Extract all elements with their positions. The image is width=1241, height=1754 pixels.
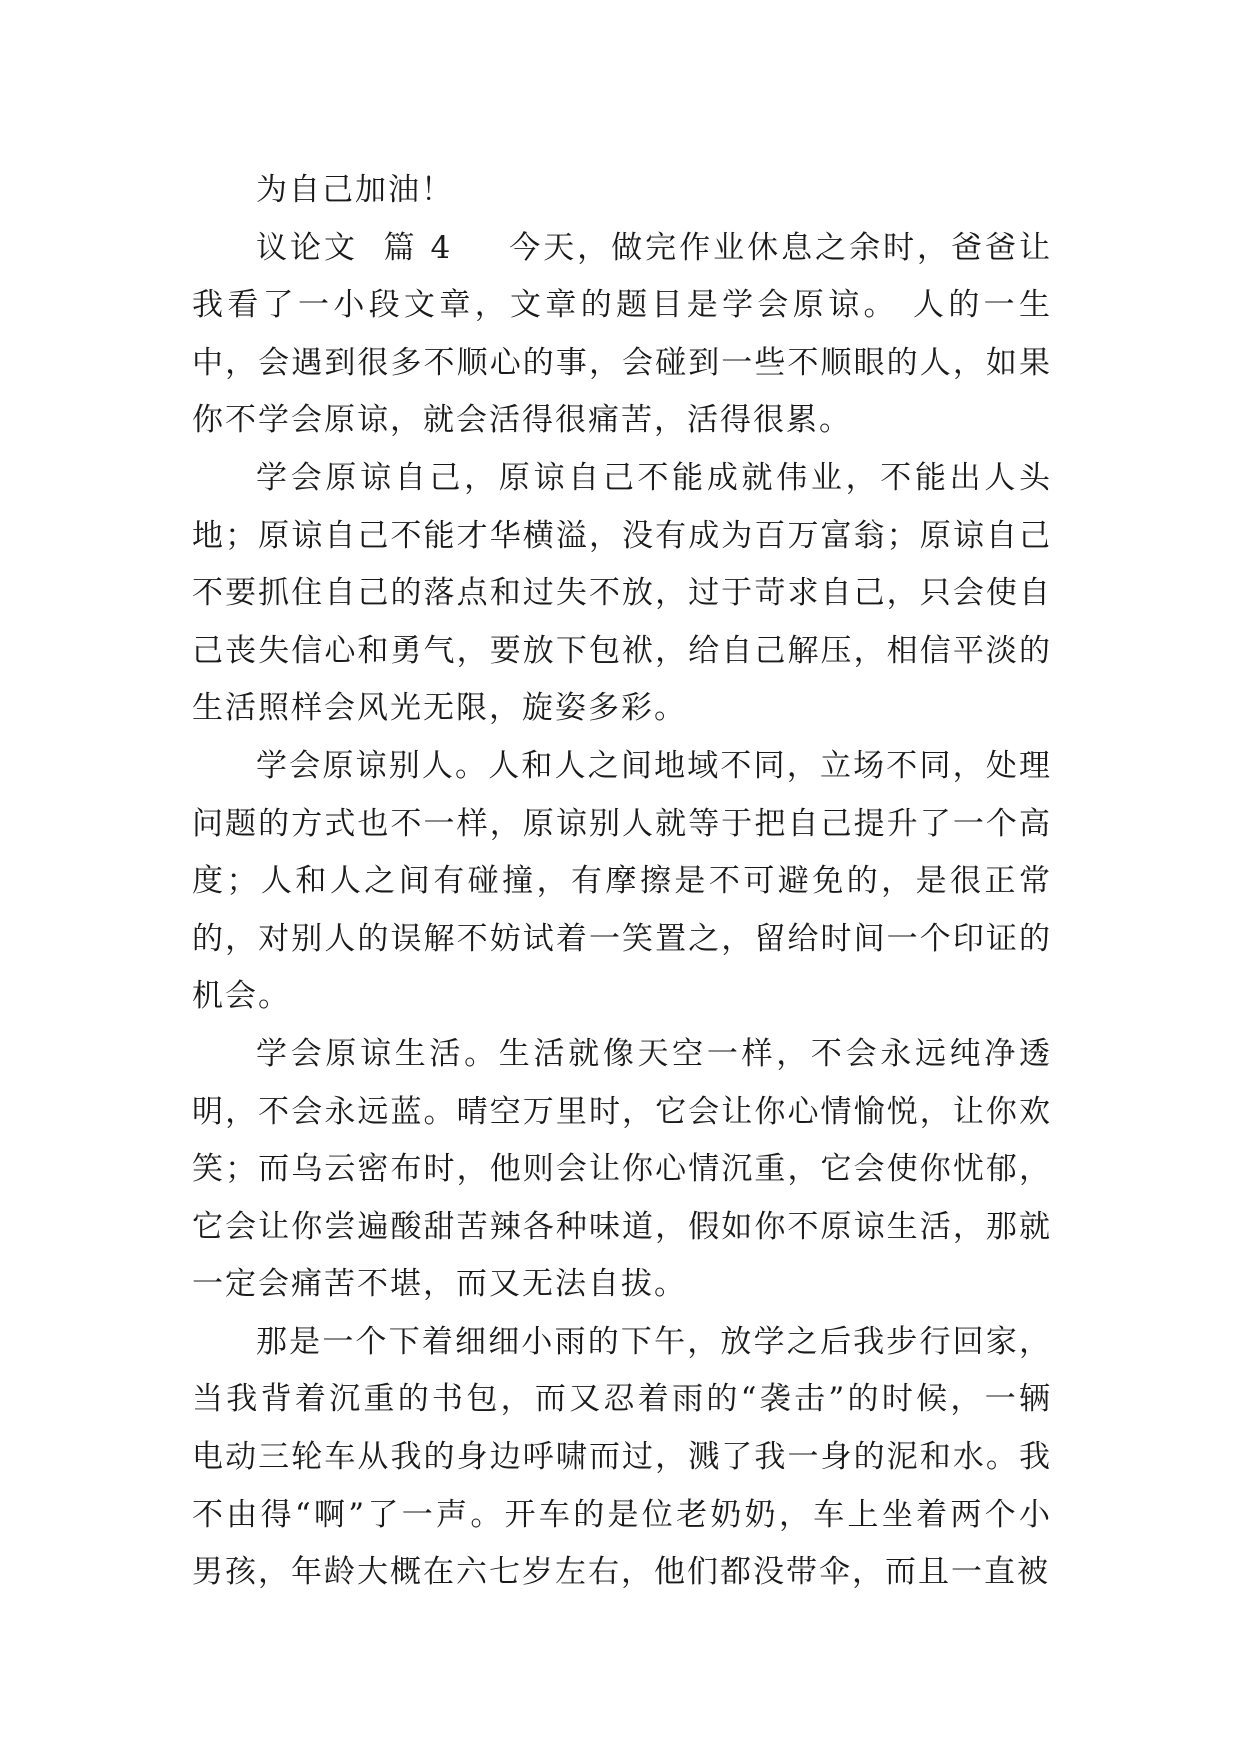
paragraph-forgive-life: 学会原谅生活。生活就像天空一样，不会永远纯净透明，不会永远蓝。晴空万里时，它会让你心情愉悦，让你欢笑；而乌云密布时，他则会让你心情沉重，它会使你忧郁，它会让你尝遍酸甜苦辣各种味道，假如你不原谅生活，那就一定会痛苦不堪，而又无法自拔。: [192, 1035, 1052, 1303]
paragraph-rainy-afternoon: 那是一个下着细细小雨的下午，放学之后我步行回家，当我背着沉重的书包，而又忍着雨的“袭击”的时候，一辆电动三轮车从我的身边呼啸而过，溅了我一身的泥和水。我不由得“啊”了一声。开车的是位老奶奶，车上坐着两个小男孩，年龄大概在六七岁左右，他们都没带伞，而且一直被: [192, 1323, 1052, 1591]
document-body: [192, 162, 1052, 1602]
paragraph-1: 为自己加油！: [256, 172, 454, 208]
paragraph-forgive-self: 学会原谅自己，原谅自己不能成就伟业，不能出人头地；原谅自己不能才华横溢，没有成为百万富翁；原谅自己不要抓住自己的落点和过失不放，过于苛求自己，只会使自己丧失信心和勇气，要放下包袱，给自己解压，相信平淡的生活照样会风光无限，旋姿多彩。: [192, 459, 1052, 727]
essay-number: 篇 4: [383, 229, 453, 266]
paragraph-forgive-others: 学会原谅别人。人和人之间地域不同，立场不同，处理问题的方式也不一样，原谅别人就等于把自己提升了一个高度；人和人之间有碰撞，有摩擦是不可避免的，是很正常的，对别人的误解不妨试着一笑置之，留给时间一个印证的机会。: [192, 747, 1052, 1015]
essay-intro-text: 今天，做完作业休息之余时，爸爸让我看了一小段文章，文章的题目是学会原谅。 人的一生中，会遇到很多不顺心的事，会碰到一些不顺眼的人，如果你不学会原谅，就会活得很痛苦，活得很累。: [192, 229, 1053, 439]
essay-label: 议论文: [256, 229, 358, 266]
essay-heading-paragraph: [192, 220, 1052, 450]
